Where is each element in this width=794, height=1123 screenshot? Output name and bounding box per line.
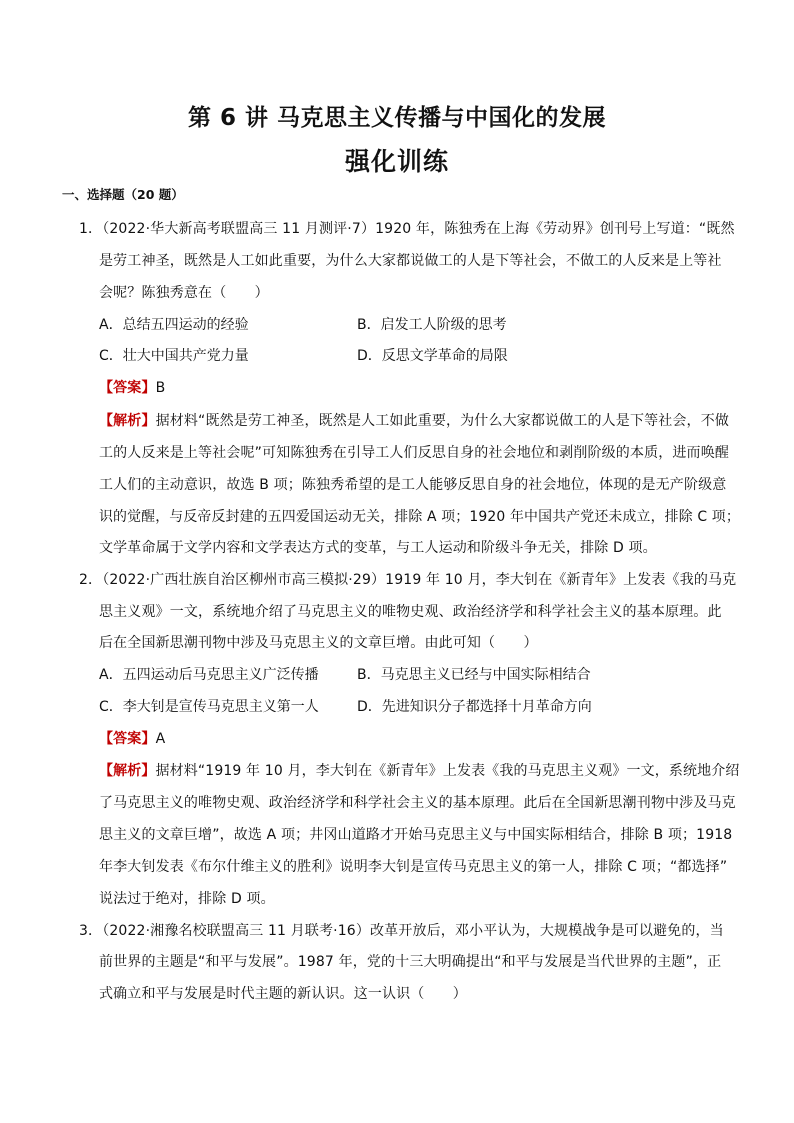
analysis-text: 据材料“1919 年 10 月，李大钊在《新青年》上发表《我的马克思主义观》一文，系统地介绍 [155, 763, 740, 779]
option-b: B．启发工人阶级的思考 [357, 317, 507, 333]
question-text-line: 2．（2022·广西壮族自治区柳州市高三模拟·29）1919 年 10 月，李大钊在《新青年》上发表《我的马克 [79, 572, 737, 588]
option-a: A．五四运动后马克思主义广泛传播 [99, 667, 319, 683]
question-text-line: 前世界的主题是“和平与发展”。1987 年，党的十三大明确提出“和平与发展是当代世界的主题”，正 [99, 954, 722, 970]
analysis-text: 了马克思主义的唯物史观、政治经济学和科学社会主义的基本原理。此后在全国新思潮刊物中涉及马克 [99, 795, 736, 811]
question-text-line: 是劳工神圣，既然是人工如此重要，为什么大家都说做工的人是下等社会，不做工的人反来是上等社 [99, 253, 722, 269]
page-title: 第 6 讲 马克思主义传播与中国化的发展 [187, 105, 607, 131]
answer-tag: 【答案】 [99, 731, 156, 747]
page-subtitle: 强化训练 [344, 147, 449, 176]
question-text-line: 思主义观》一文，系统地介绍了马克思主义的唯物史观、政治经济学和科学社会主义的基本原理。此 [99, 604, 722, 620]
answer-line [99, 377, 165, 397]
analysis-text: 工人们的主动意识，故选 B 项；陈独秀希望的是工人能够反思自身的社会地位，体现的是无产阶级意 [99, 477, 727, 493]
section-heading: 一、选择题（20 题） [62, 187, 184, 202]
answer-line [99, 728, 165, 748]
question-text-line: 1．（2022·华大新高考联盟高三 11 月测评·7）1920 年，陈独秀在上海《劳动界》创刊号上写道：“既然 [79, 221, 735, 237]
answer-tag: 【答案】 [99, 380, 156, 396]
option-d: D．先进知识分子都选择十月革命方向 [357, 699, 592, 715]
analysis-text: 识的觉醒，与反帝反封建的五四爱国运动无关，排除 A 项；1920 年中国共产党还未成立，排除 C 项； [99, 509, 740, 525]
question-text-line: 3．（2022·湘豫名校联盟高三 11 月联考·16）改革开放后，邓小平认为，大规模战争是可以避免的，当 [79, 923, 724, 939]
option-a: A．总结五四运动的经验 [99, 317, 249, 333]
analysis-text: 说法过于绝对，排除 D 项。 [99, 891, 275, 907]
question-text-line: 会呢？陈独秀意在（ ） [99, 285, 269, 301]
question-text-line: 式确立和平与发展是时代主题的新认识。这一认识（ ） [99, 986, 467, 1002]
analysis-line [99, 410, 729, 430]
option-c: C．李大钊是宣传马克思主义第一人 [99, 699, 319, 715]
option-d: D．反思文学革命的局限 [357, 348, 508, 364]
analysis-text: 据材料“既然是劳工神圣，既然是人工如此重要，为什么大家都说做工的人是下等社会，不做 [155, 413, 730, 429]
analysis-text: 文学革命属于文学内容和文学表达方式的变革，与工人运动和阶级斗争无关，排除 D 项。 [99, 540, 657, 556]
analysis-line [99, 760, 740, 780]
question-text-line: 后在全国新思潮刊物中涉及马克思主义的文章巨增。由此可知（ ） [99, 635, 538, 651]
option-c: C．壮大中国共产党力量 [99, 348, 249, 364]
analysis-text: 工的人反来是上等社会呢”可知陈独秀在引导工人们反思自身的社会地位和剥削阶级的本质，进而唤醒 [99, 445, 729, 461]
analysis-tag: 【解析】 [99, 413, 156, 429]
answer-value: B [155, 380, 166, 396]
analysis-tag: 【解析】 [99, 763, 156, 779]
answer-value: A [155, 731, 166, 747]
analysis-text: 思主义的文章巨增”，故选 A 项；井冈山道路才开始马克思主义与中国实际相结合，排除 B 项；1918 [99, 827, 733, 843]
option-b: B．马克思主义已经与中国实际相结合 [357, 667, 591, 683]
analysis-text: 年李大钊发表《布尔什维主义的胜利》说明李大钊是宣传马克思主义的第一人，排除 C 项；“都选择” [99, 859, 728, 875]
